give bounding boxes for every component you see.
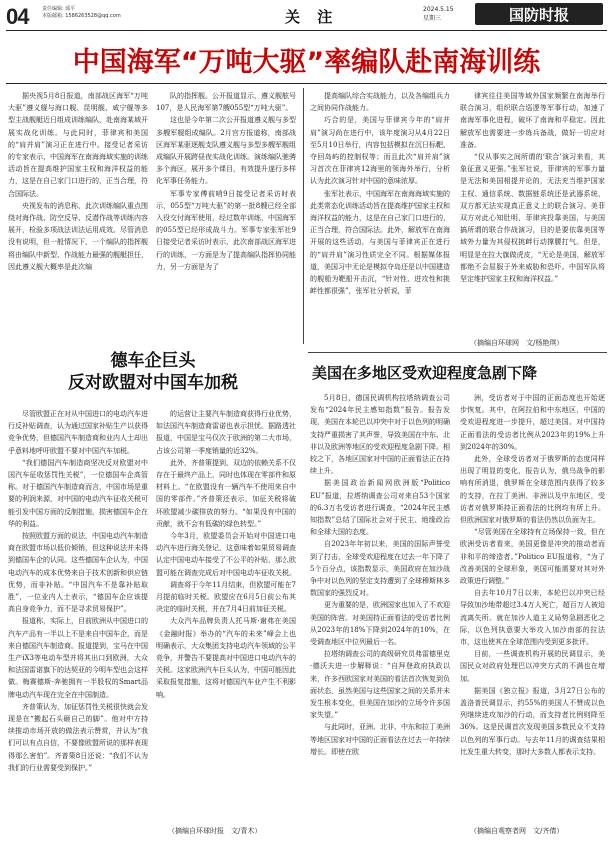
paragraph: 调查将于今年11月结束，但欧盟可能在7月提前临时关税。欧盟应在6月5日前公布其决定的临时关税，并在7月4日前加征关税。: [156, 580, 296, 614]
page-header: [0, 0, 613, 32]
paragraph: 尽管欧盟正在对从中国进口的电动汽车进行反补贴调查，认为通过国家补贴生产以获得竞争优势，但德国汽车制造商和业内人士却出乎意料地呼吁欧盟不要对中国汽车加税。: [8, 410, 148, 455]
paragraph: 律宾往往美国等域外国家频繁在南海举行联合演习，组织联合巡逻等军事行动，加速了南海军事化进程，破坏了南海和平稳定。因此解放军也需要进一步练兵备战，做好一切应对准备。: [460, 92, 605, 149]
article3-column-2: [460, 392, 605, 822]
header-rule: [6, 30, 607, 31]
paragraph: 提高编队综合实战能力，以及各编组兵力之间协同作战能力。: [310, 92, 450, 113]
article1-column-1: [8, 90, 148, 342]
paragraph: 自2023年年初以来，美国的国际声誉受到了打击，全球受欢迎程度在过去一年下降了5个百分点，该指数显示，美国政府在加沙战争中对以色列的坚定支持遭到了全球穆斯林多数国家的强烈反对。: [310, 540, 450, 598]
section-title: 关 注: [285, 8, 339, 26]
paragraph: 队的指挥舰。公开报道显示，遵义舰舷号107，是人民海军第7艘055型“万吨大驱”。: [156, 92, 296, 113]
article1-column-2: [156, 90, 296, 342]
article2-headline: [8, 350, 298, 394]
paragraph: 目前，一些调查机构开展的民调显示，美国民众对政府处理巴以冲突方式的不满也在增加。: [460, 650, 605, 683]
paragraph: 这也是今年第二次公开报道遵义舰与多型多艘军舰组成编队。2月官方报道称，南部战区海军某驱逐舰支队遵义舰与多型多艘军舰组成编队开展跨昼夜实战化训练。演练编队驰骋多个海区，展开多个课目，有效提升遂行多样化军事任务能力。: [156, 116, 296, 186]
article2-column-1: [8, 408, 148, 838]
paragraph: 此外，齐普策提到，双边的依赖关系不仅存在于最终产品上，同时也体现在零部件和原材料上。“在欧盟没有一辆汽车不使用来自中国的零部件。”齐普策还表示，加征关税将破坏欧盟减少碳排放的努力。“如果没有中国的贡献，就不会有低碳的绿色转型。”: [156, 458, 296, 528]
email-line: 本版邮箱: 1586263528@qq.com: [42, 13, 121, 19]
paragraph: 按照欧盟方面的说法，中国电动汽车制造商在欧盟市场以低价倾销，但这种说法并未得到德国车企的认同。这些德国车企认为，中国电动汽车的成本优势来自于技术创新和供应链优势，而非补贴。“中国汽车不是靠补贴取胜”，一位业内人士表示，“德国车企应该提高自身竞争力，而不是寻求贸易保护”。: [8, 532, 148, 614]
paragraph: “尽管美国在全球持有立场保持一致，但在欧洲受访者看来，美国更像是冲突的推动者而非和平的缔造者。”Politico EU报道称，“为了改善美国的全球形象，美国可能需要对其对外政策进行调整。”: [460, 528, 605, 586]
headline-rule: [6, 83, 607, 84]
article3-byline: （摘编自观察者网 文/齐倩）: [470, 827, 564, 835]
article2-headline-line1: 德车企巨头: [110, 351, 196, 371]
issue-weekday: 星期三: [423, 15, 442, 22]
editor-line: 责任编辑: 邱平: [42, 6, 76, 12]
paragraph: 洲，受访者对于中国的正面态度也开始逐步恢复。其中，在阿拉伯和中东地区，中国的受欢迎程度进一步提升，超过美国。对中国持正面看法的受访者比例从2023年的19%上升到2024年的30%。: [460, 394, 605, 451]
article2-byline: （摘编自环球时报 文/青木）: [168, 827, 262, 835]
paragraph: 据美国政治新闻网欧洲版“Politico EU”报道，拉塔纳调查公司对来自53个国家的6.3万名受访者进行调查，“2024年民主感知指数”总结了国际社会对于民主、地缘政治和全球大国的态度。: [310, 479, 450, 537]
paragraph: 今年3月，欧盟委员会开始对中国进口电动汽车进行海关登记，这意味着如果贸易调查认定中国电动车接受了不公平的补贴，那么欧盟可能在调查完成后对中国电动车征收关税。: [156, 532, 296, 577]
paragraph: 据美国《独立报》报道，3月27日公布的盖洛普民调显示，约55%的美国人不赞成以色列继续进攻加沙的行动，而支持者比例则降至36%。这是民调首次发现美国多数民众不支持以色列的军事行动。与去年11月的调查结果相比发生重大转变，那时大多数人都表示支持。: [460, 686, 605, 756]
column-divider: [303, 88, 304, 344]
issue-date: 2024.5.15: [423, 6, 454, 13]
page-number: 04: [6, 4, 29, 29]
article-divider-right: [308, 352, 607, 353]
paragraph: “仅从事实之间所谓的‘联合’演习来看，其象征意义更强。”张军社说，菲律宾的军事力量是无法和美国相提并论的，无法充当维护国家主权、通信系统、数据链系统还是武器系统，双方都无法实现真正意义上的联合演习。美菲双方对此心知肚明，菲律宾投靠美国，与美国搞所谓的联合作战演习，目的是要依靠美国等域外力量为其侵权挑衅行动撑腰打气。但是，明显是在拉大旗做虎皮，“无论是美国，解放军都绝不会屈服于外来威胁和恐吓。中国军队将坚定维护国家主权和海洋权益。”: [460, 153, 605, 284]
paragraph: 的运营让主要汽车制造商获得行业优势，如法国汽车制造商雷诺也表示担忧。据路透社报道，中国是宝马仅次于欧洲的第二大市场，占该公司第一季度销量的近32%。: [156, 410, 296, 455]
article2-column-2: [156, 408, 296, 820]
paragraph: 自去年10月7日以来，本轮巴以冲突已经导致加沙地带超过3.4万人死亡，超百万人被迫流离失所。就在加沙人道主义局势急剧恶化之际，以色列执意要大举攻入加沙南部的拉法市，这也使其在全球范围内受到更多批评。: [460, 589, 605, 647]
paragraph: 拉塔纳调查公司的高级研究员弗雷德里克·德沃夫进一步解释说：“自拜登政府执政以来，许多西欧国家对美国的看法首次恢复到负面状态，虽然美国与这些国家之间的关系并未发生根本变化，但美国在加沙的立场令许多国家失望。”: [310, 650, 450, 720]
paragraph: 齐普策认为，加征惩罚性关税很快就会发现是在“搬起石头砸自己的脚”。他对中方持续推动市场开放的做法表示赞赏，并认为“我们可以有点自信，不要像欧盟所说的那样表现得那么害怕”。齐普策8日还说：“我们不认为我们的行业需要受到保护。”: [8, 702, 148, 772]
issue-date-block: [423, 5, 454, 23]
article2-headline-line2: 反对欧盟对中国车加税: [68, 373, 238, 393]
article3-column-1: [310, 392, 450, 838]
paragraph: 巧合的是，美国与菲律宾今年的“肩并肩”演习尚在进行中，该年度演习从4月22日至5月10日举行，内容包括模拟在沉日标靶、夺回岛屿的控制权等；而且此次“肩并肩”演习首次在菲律宾12海里的领海外举行，分析认为此次演习针对中国的意味浓厚。: [310, 116, 450, 186]
main-headline: 中国海军“万吨大驱”率编队赴南海训练: [72, 47, 541, 78]
paragraph: 此外，全球受访者对于俄罗斯的态度同样出现了明显的变化，报告认为，俄乌战争的影响有所消退，俄罗斯在全球范围内获得了较多的支持，在拉丁美洲、非洲以及中东地区，受访者对俄罗斯持正面看法的比例均有所上升。但欧洲国家对俄罗斯的看法仍然以负面为主。: [460, 455, 605, 525]
paragraph: “我们德国汽车制造商坚决反对欧盟对中国汽车征收惩罚性关税”，一位德国车企高管称。对于德国汽车制造商而言，中国市场是重要的利润来源，对中国的电动汽车征收关税可能引发中国方面的反制措施，损害德国车企在华的利益。: [8, 458, 148, 528]
paragraph: 大众汽车品牌负责人托马斯·谢弗在美国《金融时报》举办的“汽车的未来”峰会上也明确表示，大众集团支持电动汽车领域的公平竞争，并警告不要提高对中国进口电动汽车的关税。这家欧洲汽车巨头认为，中国可能因此采取报复措施，这将对德国汽车业产生不利影响。: [156, 617, 296, 699]
paragraph: 张军社表示，中国海军在南海海域实施的此类常态化训练活动旨在提高维护国家主权和海洋权益的能力，这是在自己家门口进行的，正当合理，符合国际法。此外，解放军在南海开展的这些活动，与美国与菲律宾正在进行的“肩并肩”演习性质完全不同。根据媒体报道，美国习中无论是模拟夺岛还是以中国建造的舰船为靶船开击沉，“针对性、进攻性和挑衅性都很强”，张军社分析说，菲: [310, 189, 450, 296]
paragraph: 与此同时，亚洲、北非、中东和拉丁美洲等地区国家对中国的正面看法在过去一年持续增长。即使在欧: [310, 723, 450, 756]
editor-info: [42, 6, 121, 20]
article1-column-4: [460, 90, 605, 332]
paragraph: 5月8日，德国民调机构拉塔纳调查公司发布“2024年民主感知指数”报告。报告发现，美国在本轮巴以冲突中对于以色列的明确支持严重损害了其声誉，导致美国在中东、北非以及欧洲等地区的受欢迎程度急剧下降。相较之下，各地区国家对中国的正面看法正在持续上升。: [310, 394, 450, 476]
article1-byline: （摘编自环球网 文/杨艳琪）: [470, 339, 564, 347]
paragraph: 报道称，实际上，目前欧洲从中国进口的汽车产品有一半以上不是来自中国车企，而是来自德国汽车制造商。报道提到，宝马在中国生产iX3等电动车型并将其出口到欧洲，大众和法国雷诺旗下的达契亚的今明车型也会这样做。梅赛德斯-奔驰拥有一半股权的Smart品牌电动汽车现在完全在中国制造。: [8, 617, 148, 699]
newspaper-logo: 国防时报: [475, 3, 603, 25]
article1-column-3: [310, 90, 450, 342]
paragraph: 军事专家傅前哨9日接受记者采访时表示，055型“万吨大驱”的第一批8艘已经全部入役交付海军使用，经过数年训练，中国海军的055型已经形成战斗力。军事专家张军社9日接受记者采访时表示，此次南部战区海军进行的训练，一方面是为了提高编队指挥协同能力，另一方面是为了: [156, 189, 296, 271]
paragraph: 更为重要的是，欧洲国家也加入了不欢迎美国的阵营。对美国持正面看法的受访者比例从2023年的18%下降到2024年的10%，在受调查地区中位列最后一名。: [310, 601, 450, 647]
paragraph: 央视发布的消息称，此次训练编队重点围绕对海作战、防空反导、反潜作战等训练内容展开，检验多项战法训法运用成效。尽管消息没有说明，但一般情况下，一个编队的指挥舰将由编队中新型、作战能力最强的舰艇担任，因此遵义舰大概率是此次编: [8, 201, 148, 271]
article3-headline: 美国在多地区受欢迎程度急剧下降: [312, 364, 538, 382]
paragraph: 据央视5月8日报道，南部战区海军“万吨大驱”遵义舰与海口舰、昆明舰、咸宁舰等多型主战舰艇近日组成训练编队，赴南海某域开展实战化训练。与此同时，菲律宾和美国的“肩并肩”演习正在进行中。接受记者采访的专家表示，中国海军在南海海域实施的训练活动旨在提高维护国家主权和海洋权益的能力，这是在自己家门口进行的，正当合理，符合国际法。: [8, 92, 148, 198]
